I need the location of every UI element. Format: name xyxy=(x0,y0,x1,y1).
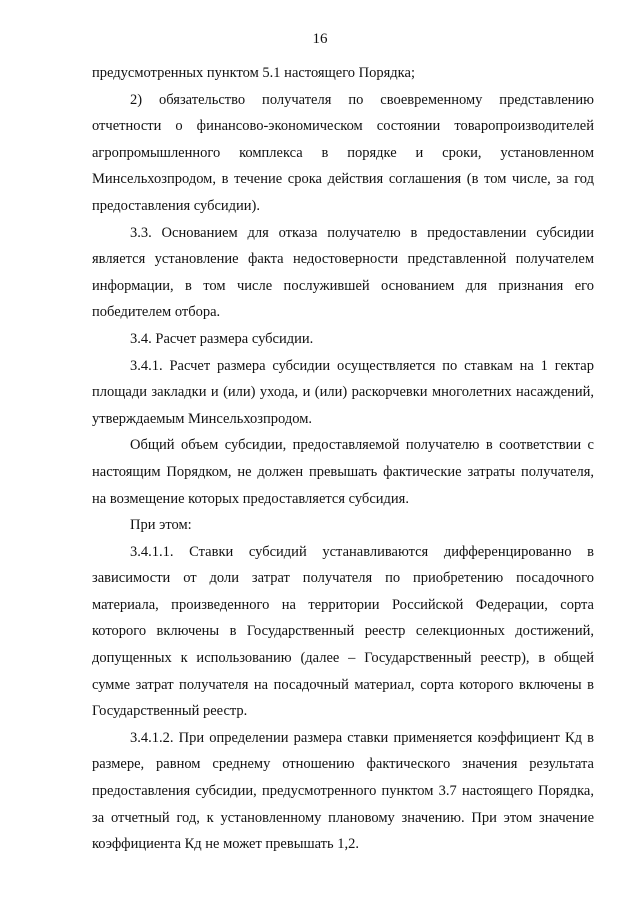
paragraph-continuation: предусмотренных пунктом 5.1 настоящего Порядка; xyxy=(92,65,415,81)
paragraph-whereby: При этом: xyxy=(130,517,192,534)
paragraph-3-4-1-rates: 3.4.1. Расчет размера субсидии осуществляется по ставкам на 1 гектар площади закладки и (или) ухода, и (или) раскорчевки многолетних насаждений, утверждаемым Минсельхозпродом. xyxy=(92,357,594,427)
paragraph-3-3-refusal-grounds: 3.3. Основанием для отказа получателю в предоставлении субсидии является установление факта недостоверности представленной получателем информации, в том числе послужившей основанием для признания его победителем отбора. xyxy=(92,224,594,321)
page-number: 16 xyxy=(312,31,328,47)
document-body xyxy=(92,60,594,858)
paragraph-3-4-1-1-differentiated-rates: 3.4.1.1. Ставки субсидий устанавливаются дифференцированно в зависимости от доли затрат получателя по приобретению посадочного материала, произведенного на территории Российской Федерации, сорта которого включены в Государственный реестр селекционных достижений, допущенных к использованию (далее – Государственный реестр), в общей сумме затрат получателя на посадочный материал, сорта которого включены в Государственный реестр. xyxy=(92,543,594,720)
paragraph-3-4-heading: 3.4. Расчет размера субсидии. xyxy=(130,330,314,347)
paragraph-3-4-1-2-coefficient: 3.4.1.2. При определении размера ставки применяется коэффициент Кд в размере, равном среднему отношению фактического значения результата предоставления субсидии, предусмотренного пунктом 3.7 настоящего Порядка, за отчетный год, к установленному плановому значению. При этом значение коэффициента Кд не может превышать 1,2. xyxy=(92,729,594,853)
paragraph-reporting-obligation: 2) обязательство получателя по своевременному представлению отчетности о финансово-экономическом состоянии товаропроизводителей агропромышленного комплекса в порядке и сроки, установленном Минсельхозпродом, в течение срока действия соглашения (в том числе, за год предоставления субсидии). xyxy=(92,91,594,214)
paragraph-total-subsidy: Общий объем субсидии, предоставляемой получателю в соответствии с настоящим Порядком, не должен превышать фактические затраты получателя, на возмещение которых предоставляется субсидия. xyxy=(92,437,594,507)
